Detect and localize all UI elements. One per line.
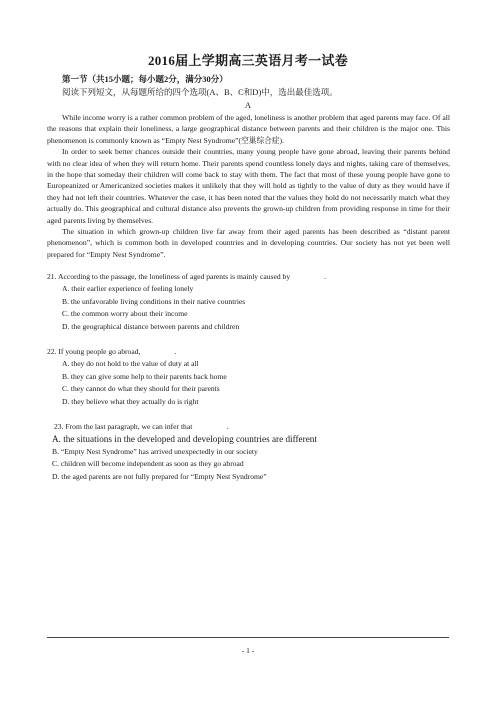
option-c[interactable]: C. the common worry about their income bbox=[62, 309, 188, 319]
question-stem-end: . bbox=[324, 272, 327, 281]
page-number: - 1 - bbox=[241, 646, 255, 655]
question-stem-text: 22. If young people go abroad, bbox=[47, 347, 141, 356]
option-b[interactable]: B. the unfavorable living conditions in their native countries bbox=[62, 296, 246, 306]
reading-passage bbox=[47, 112, 450, 260]
question-stem-text: 23. From the last paragraph, we can infer that bbox=[54, 422, 193, 431]
question-23 bbox=[52, 421, 455, 483]
question-stem bbox=[47, 346, 450, 358]
page-title: 2016届上学期高三英语月考一试卷 bbox=[147, 53, 349, 68]
option-a[interactable]: A. their earlier experience of feeling lonely bbox=[62, 284, 194, 294]
option-d[interactable]: D. the geographical distance between parents and children bbox=[62, 321, 240, 331]
option-a[interactable]: A. they do not hold to the value of duty at all bbox=[62, 359, 199, 369]
option-b[interactable]: B. they can give some help to their parents back home bbox=[62, 371, 227, 381]
question-stem-end: . bbox=[174, 347, 177, 356]
section-heading: 第一节（共15小题；每小题2分，满分30分） bbox=[62, 74, 228, 84]
footer-divider bbox=[47, 637, 449, 638]
option-a[interactable]: A. the situations in the developed and developing countries are different bbox=[52, 434, 317, 445]
question-21 bbox=[47, 271, 450, 333]
passage-paragraph-3: The situation in which grown-up children live far away from their aged parents has been described as “distant parent phenomenon”, which is common both in developed countries and in developing countries. Our society has not yet been well prepared for “Empty Nest Syndrome”. bbox=[47, 227, 450, 259]
passage-letter: A bbox=[244, 100, 252, 110]
question-stem bbox=[54, 421, 455, 433]
option-c[interactable]: C. they cannot do what they should for their parents bbox=[62, 384, 220, 394]
question-stem-text: 21. According to the passage, the loneliness of aged parents is mainly caused by bbox=[47, 272, 291, 281]
section-instructions: 阅读下列短文，从每题所给的四个选项(A、B、C和D)中，选出最佳选项。 bbox=[62, 87, 338, 97]
question-stem bbox=[47, 271, 450, 283]
option-b[interactable]: B. “Empty Nest Syndrome” has arrived unexpectedly in our society bbox=[52, 446, 258, 456]
question-stem-end: . bbox=[226, 422, 229, 431]
option-c[interactable]: C. children will become independent as soon as they go abroad bbox=[52, 459, 244, 469]
passage-paragraph-1: While income worry is a rather common problem of the aged, loneliness is another problem that aged parents may face. Of all the reasons that explain their loneliness, a large geographical distance between parents and their children is the major one. This phenomenon is commonly known as “Empty Nest Syndrome”(空巢综合症). bbox=[47, 113, 450, 145]
option-d[interactable]: D. they believe what they actually do is right bbox=[62, 396, 199, 406]
question-22 bbox=[47, 346, 450, 408]
option-d[interactable]: D. the aged parents are not fully prepared for “Empty Nest Syndrome” bbox=[52, 471, 267, 481]
passage-paragraph-2: In order to seek better chances outside their countries, many young people have gone abroad, leaving their parents behind with no clear idea of when they will return home. Their parents spend countless lonely days and nights, taking care of themselves, in the hope that someday their children will come back to stay with them. The fact that most of these young people have gone to Europeanized or Americanized societies makes it unlikely that they will hold as tightly to the value of duty as they would have if they had not left their countries. Whatever the case, it has been noted that the values they hold do not necessarily match what they actually do. This geographical and cultural distance also prevents the grown-up children from providing response in time for their aged parents living by themselves. bbox=[47, 147, 450, 225]
